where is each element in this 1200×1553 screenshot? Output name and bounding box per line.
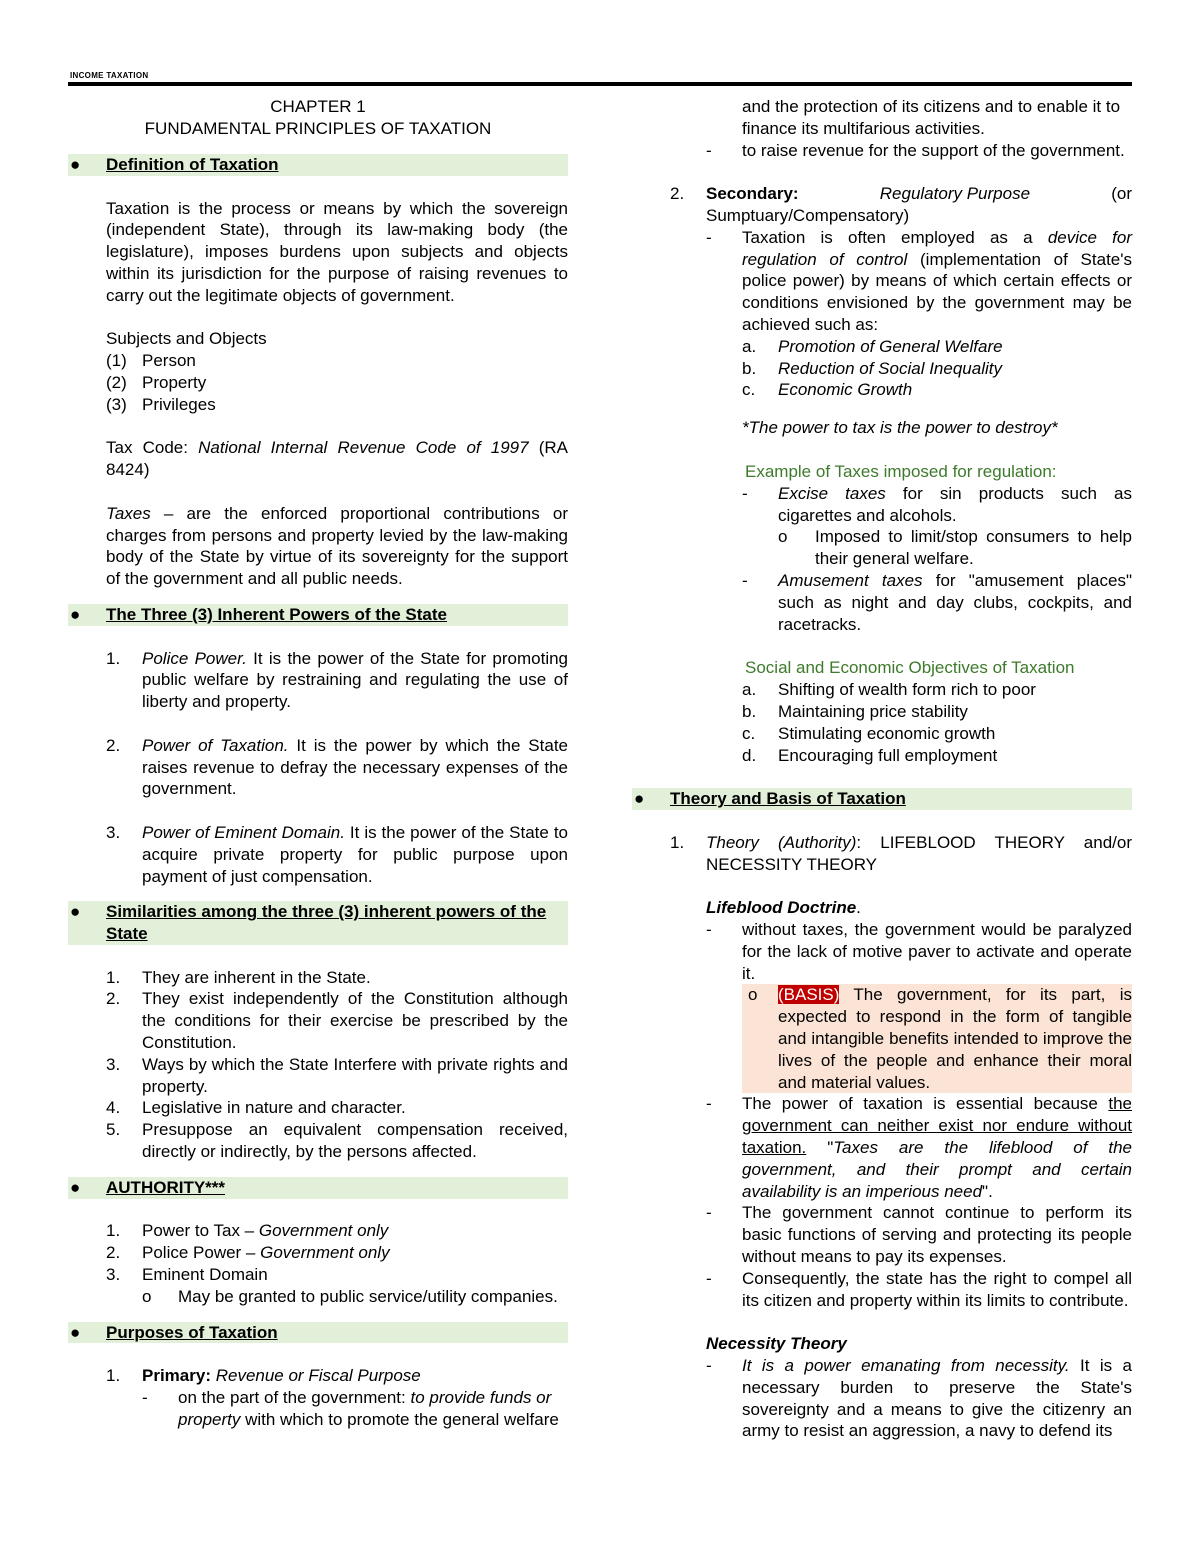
bullet-icon: ● bbox=[70, 1322, 81, 1342]
section-heading-similarities: ● Similarities among the three (3) inherent powers of the State bbox=[68, 901, 568, 945]
list-item: b. Reduction of Social Inequality bbox=[742, 358, 1002, 378]
right-column bbox=[632, 96, 1132, 1442]
running-head: INCOME TAXATION bbox=[70, 71, 149, 80]
lifeblood-title: Lifeblood Doctrine. bbox=[706, 898, 861, 918]
list-item: 2. Police Power – Government only bbox=[106, 1243, 390, 1263]
list-item: 1. They are inherent in the State. bbox=[106, 967, 371, 987]
dash-item: - without taxes, the government would be paralyzed for the lack of motive paver to activate and operate it. bbox=[706, 920, 1132, 983]
sub-list-item: o Imposed to limit/stop consumers to help their general welfare. bbox=[778, 527, 1132, 569]
left-column bbox=[68, 96, 568, 1431]
dash-item: - Excise taxes for sin products such as cigarettes and alcohols. bbox=[742, 483, 1132, 525]
list-item: (2) Property bbox=[106, 372, 207, 392]
list-item: d. Encouraging full employment bbox=[742, 745, 998, 765]
list-item: (1) Person bbox=[106, 351, 196, 371]
dash-item: - It is a power emanating from necessity. It is a necessary burden to preserve the State's sovereignty and a means to give the citizenry an army to resist an aggression, a navy to defend its bbox=[706, 1356, 1132, 1441]
list-item: 3. Eminent Domain bbox=[106, 1265, 268, 1285]
list-item: 5. Presuppose an equivalent compensation received, directly or indirectly, by the persons affected. bbox=[106, 1120, 568, 1162]
list-item: b. Maintaining price stability bbox=[742, 701, 968, 721]
dash-item: - Taxation is often employed as a device for regulation of control (implementation of State's police power) by means of which certain effects or conditions envisioned by the government may be achieved such as: bbox=[706, 227, 1133, 334]
list-item: 1. Theory (Authority): LIFEBLOOD THEORY and/or NECESSITY THEORY bbox=[670, 832, 1132, 874]
header-rule bbox=[68, 82, 1132, 86]
basis-tag: (BASIS) bbox=[778, 985, 840, 1005]
section-heading-purposes: ● Purposes of Taxation bbox=[68, 1322, 568, 1344]
tax-code: Tax Code: National Internal Revenue Code of 1997 (RA 8424) bbox=[106, 438, 568, 480]
list-item: (3) Privileges bbox=[106, 394, 216, 414]
examples-title: Example of Taxes imposed for regulation: bbox=[745, 461, 1057, 481]
section-heading-inherent-powers: ● The Three (3) Inherent Powers of the State bbox=[68, 604, 568, 626]
necessity-title: Necessity Theory bbox=[706, 1334, 847, 1354]
dash-item: - Amusement taxes for "amusement places" such as night and day clubs, cockpits, and racetracks. bbox=[742, 570, 1132, 634]
list-item: 3. Power of Eminent Domain. It is the power of the State to acquire private property for public purpose upon payment of just compensation. bbox=[106, 822, 569, 886]
dash-item: - on the part of the government: to provide funds or property with which to promote the general welfare bbox=[142, 1388, 559, 1429]
list-item: c. Stimulating economic growth bbox=[742, 723, 996, 743]
list-item: a. Shifting of wealth form rich to poor bbox=[742, 680, 1036, 700]
bullet-icon: ● bbox=[70, 604, 81, 624]
taxation-definition: Taxation is the process or means by which the sovereign (independent State), through its law-making body (the legislature), imposes burdens upon subjects and objects within its jurisdiction for the purpose of raising revenues to carry out the legitimate objects of government. bbox=[106, 198, 568, 305]
list-item: 1. Police Power. It is the power of the State for promoting public welfare by restraining and regulating the use of liberty and property. bbox=[106, 648, 568, 712]
destroy-quote: *The power to tax is the power to destroy* bbox=[742, 418, 1058, 438]
sub-list-item: o May be granted to public service/utility companies. bbox=[142, 1286, 558, 1306]
dash-item: - The power of taxation is essential because the government can neither exist nor endure without taxation. "Taxes are the lifeblood of the government, and their prompt and certain availability is an imperious need". bbox=[706, 1094, 1132, 1201]
bullet-icon: ● bbox=[70, 155, 81, 174]
chapter-title: FUNDAMENTAL PRINCIPLES OF TAXATION bbox=[144, 119, 492, 138]
bullet-icon: ● bbox=[634, 789, 645, 809]
basis-note: o (BASIS) The government, for its part, is expected to respond in the form of tangible and intangible benefits intended to improve the lives of the people and enhance their moral and material values. bbox=[742, 984, 1132, 1093]
subjects-title: Subjects and Objects bbox=[106, 329, 267, 349]
dash-item: - The government cannot continue to perform its basic functions of serving and protecting its people without means to pay its expenses. bbox=[706, 1203, 1132, 1267]
list-item: 1. Primary: Revenue or Fiscal Purpose bbox=[106, 1366, 421, 1386]
section-heading-theory: ● Theory and Basis of Taxation bbox=[632, 788, 1132, 810]
continued-text: and the protection of its citizens and to enable it to finance its multifarious activities. bbox=[742, 97, 1121, 138]
section-heading-authority: ● AUTHORITY*** bbox=[68, 1177, 568, 1199]
list-item: a. Promotion of General Welfare bbox=[742, 336, 1003, 356]
list-item: 2. Power of Taxation. It is the power by which the State raises revenue to defray the necessary expenses of the government. bbox=[106, 735, 569, 799]
bullet-icon: ● bbox=[70, 1177, 81, 1197]
list-item: 3. Ways by which the State Interfere with private rights and property. bbox=[106, 1054, 568, 1096]
subjects-list bbox=[68, 350, 568, 415]
taxes-definition: Taxes – are the enforced proportional contributions or charges from persons and property levied by the law-making body of the State by virtue of its sovereignty for the support of the government and all public needs. bbox=[106, 503, 568, 589]
dash-item: - Consequently, the state has the right to compel all its citizen and property within its limits to contribute. bbox=[706, 1268, 1132, 1310]
chapter-number: CHAPTER 1 bbox=[270, 97, 366, 116]
objectives-title: Social and Economic Objectives of Taxation bbox=[745, 658, 1075, 678]
list-item: 1. Power to Tax – Government only bbox=[106, 1221, 389, 1241]
list-item: 2. Secondary: Regulatory Purpose (or Sumptuary/Compensatory) bbox=[670, 184, 1132, 225]
dash-item: - to raise revenue for the support of the government. bbox=[706, 140, 1125, 160]
list-item: 4. Legislative in nature and character. bbox=[106, 1098, 406, 1118]
list-item: 2. They exist independently of the Constitution although the conditions for their exercise be prescribed by the Constitution. bbox=[106, 989, 568, 1053]
bullet-icon: ● bbox=[70, 902, 81, 922]
section-heading-definition: ● Definition of Taxation bbox=[68, 154, 568, 176]
list-item: c. Economic Growth bbox=[742, 380, 913, 400]
